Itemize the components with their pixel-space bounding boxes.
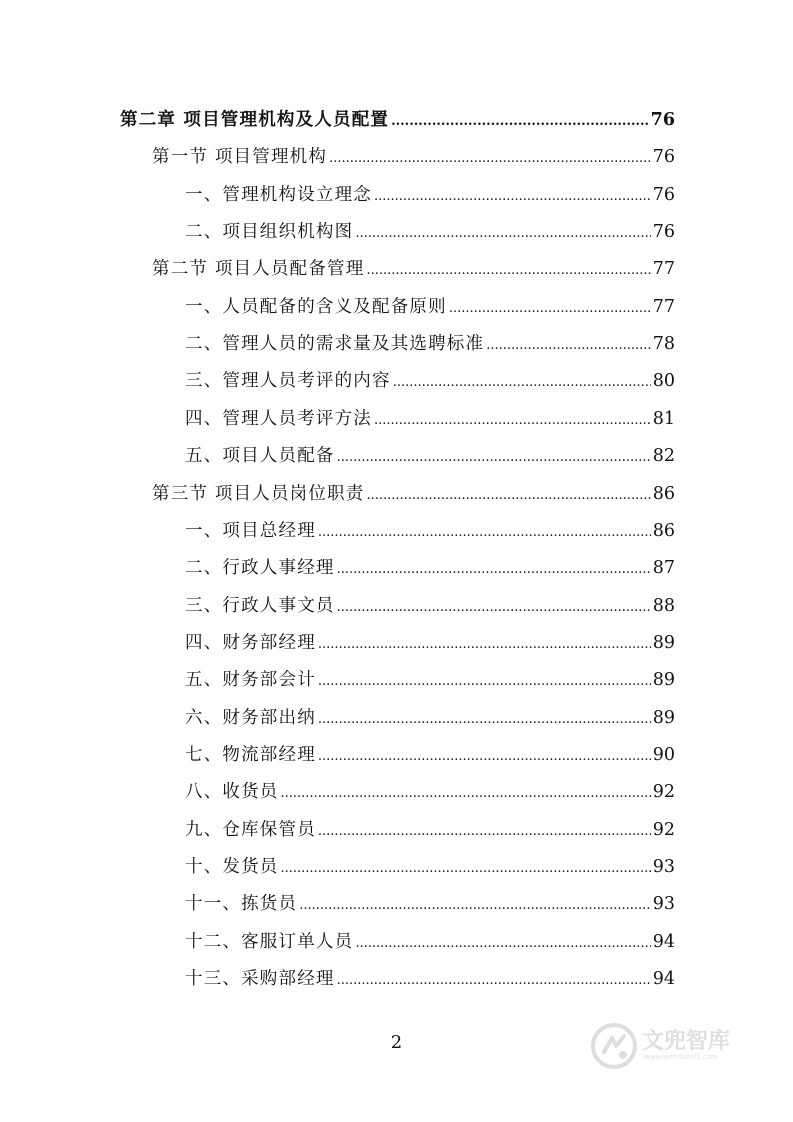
toc-entry[interactable] xyxy=(185,965,675,995)
toc-entry-title: 三、行政人事文员 xyxy=(185,595,335,616)
wenduo-logo-icon xyxy=(590,1022,638,1070)
toc-dot-leader xyxy=(337,969,651,989)
toc-dot-leader xyxy=(337,596,651,616)
toc-dot-leader xyxy=(374,409,651,429)
toc-dot-leader xyxy=(318,633,651,653)
toc-entry[interactable] xyxy=(185,442,675,472)
toc-dot-leader xyxy=(391,110,649,130)
toc-entry[interactable] xyxy=(185,704,675,734)
toc-entry-page: 93 xyxy=(652,894,675,915)
toc-entry[interactable] xyxy=(185,629,675,659)
toc-entry-title: 一、管理机构设立理念 xyxy=(185,184,372,205)
toc-entry-title: 四、财务部经理 xyxy=(185,632,316,653)
toc-entry[interactable] xyxy=(152,143,675,173)
toc-entry-page: 93 xyxy=(652,857,675,877)
toc-entry[interactable] xyxy=(185,405,675,435)
toc-entry-title: 七、物流部经理 xyxy=(185,744,316,765)
toc-entry-page: 89 xyxy=(652,632,675,653)
toc-entry-title: 九、仓库保管员 xyxy=(185,819,316,840)
toc-entry[interactable] xyxy=(185,928,675,958)
toc-entry[interactable] xyxy=(185,592,675,622)
toc-entry[interactable] xyxy=(152,480,675,510)
watermark-url: www.wenduoliib.com xyxy=(644,1053,718,1061)
toc-dot-leader xyxy=(329,147,651,167)
toc-entry-title: 五、财务部会计 xyxy=(185,670,316,691)
toc-entry-page: 76 xyxy=(652,147,675,168)
toc-dot-leader xyxy=(299,894,651,914)
toc-entry[interactable] xyxy=(185,218,675,248)
toc-entry[interactable] xyxy=(185,816,675,846)
page-number: 2 xyxy=(390,1032,403,1053)
toc-entry-page: 76 xyxy=(650,110,675,130)
watermark-brand: 文兜智库 xyxy=(642,1029,731,1054)
toc-entry-title: 一、人员配备的含义及配备原则 xyxy=(185,296,447,317)
toc-entry-title: 十二、客服订单人员 xyxy=(185,931,354,952)
toc-dot-leader xyxy=(366,484,650,504)
toc-entry-title: 八、收货员 xyxy=(185,782,279,803)
toc-entry-page: 89 xyxy=(652,670,675,691)
toc-dot-leader xyxy=(281,857,651,877)
toc-entry[interactable] xyxy=(185,181,675,211)
toc-dot-leader xyxy=(318,670,651,690)
toc-entry-title: 第二节 项目人员配备管理 xyxy=(152,259,365,280)
toc-dot-leader xyxy=(449,297,651,317)
toc-entry-title: 一、项目总经理 xyxy=(185,520,316,541)
toc-entry-title: 第三节 项目人员岗位职责 xyxy=(152,483,365,504)
toc-entry-title: 二、行政人事经理 xyxy=(185,558,335,579)
toc-entry-page: 86 xyxy=(652,483,675,504)
toc-dot-leader xyxy=(281,782,651,802)
toc-entry-title: 三、管理人员考评的内容 xyxy=(185,371,391,392)
toc-dot-leader xyxy=(366,259,650,279)
toc-entry-page: 90 xyxy=(652,744,675,765)
toc-entry[interactable] xyxy=(152,255,675,285)
toc-dot-leader xyxy=(318,745,651,765)
toc-dot-leader xyxy=(337,558,651,578)
toc-entry-page: 92 xyxy=(652,782,675,803)
toc-entry-page: 86 xyxy=(652,520,675,541)
toc-entry-title: 四、管理人员考评方法 xyxy=(185,408,372,429)
toc-entry[interactable] xyxy=(185,853,675,883)
watermark xyxy=(590,1020,750,1072)
toc-entry-page: 81 xyxy=(652,408,675,429)
toc-entry-page: 78 xyxy=(652,334,675,355)
toc-entry-title: 六、财务部出纳 xyxy=(185,707,316,728)
toc-entry-title: 二、管理人员的需求量及其选聘标准 xyxy=(185,334,485,355)
toc-entry-page: 82 xyxy=(652,446,675,467)
toc-dot-leader xyxy=(374,185,651,205)
toc-entry[interactable] xyxy=(185,778,675,808)
toc-entry-page: 88 xyxy=(652,595,675,616)
toc-entry-title: 十、发货员 xyxy=(185,857,279,877)
toc-entry-title: 十一、拣货员 xyxy=(185,894,298,915)
toc-entry[interactable] xyxy=(120,106,675,136)
toc-entry-page: 76 xyxy=(652,222,675,243)
toc-entry[interactable] xyxy=(185,741,675,771)
toc-entry-page: 94 xyxy=(652,931,675,952)
toc-entry[interactable] xyxy=(185,517,675,547)
toc-entry-page: 89 xyxy=(652,707,675,728)
toc-entry-page: 80 xyxy=(652,371,675,392)
toc-dot-leader xyxy=(318,708,651,728)
toc-entry[interactable] xyxy=(185,367,675,397)
toc-dot-leader xyxy=(486,334,651,354)
toc-entry-page: 77 xyxy=(652,259,675,280)
toc-entry[interactable] xyxy=(185,293,675,323)
toc-entry-title: 第二章 项目管理机构及人员配置 xyxy=(120,110,390,130)
toc-dot-leader xyxy=(355,932,650,952)
toc-entry-page: 76 xyxy=(652,184,675,205)
toc-entry[interactable] xyxy=(185,554,675,584)
toc-entry-title: 第一节 项目管理机构 xyxy=(152,147,328,168)
toc-dot-leader xyxy=(318,521,651,541)
toc-entry-page: 87 xyxy=(652,558,675,579)
toc-entry-title: 十三、采购部经理 xyxy=(185,969,335,990)
toc-dot-leader xyxy=(355,222,650,242)
toc-dot-leader xyxy=(318,820,651,840)
toc-entry[interactable] xyxy=(185,666,675,696)
toc-dot-leader xyxy=(393,371,651,391)
toc-entry[interactable] xyxy=(185,330,675,360)
toc-dot-leader xyxy=(337,446,651,466)
toc-entry-page: 94 xyxy=(652,969,675,990)
toc-entry[interactable] xyxy=(185,890,675,920)
toc-entry-title: 五、项目人员配备 xyxy=(185,446,335,467)
toc-entry-page: 77 xyxy=(652,296,675,317)
toc-entry-page: 92 xyxy=(652,819,675,840)
toc-entry-title: 二、项目组织机构图 xyxy=(185,222,354,243)
